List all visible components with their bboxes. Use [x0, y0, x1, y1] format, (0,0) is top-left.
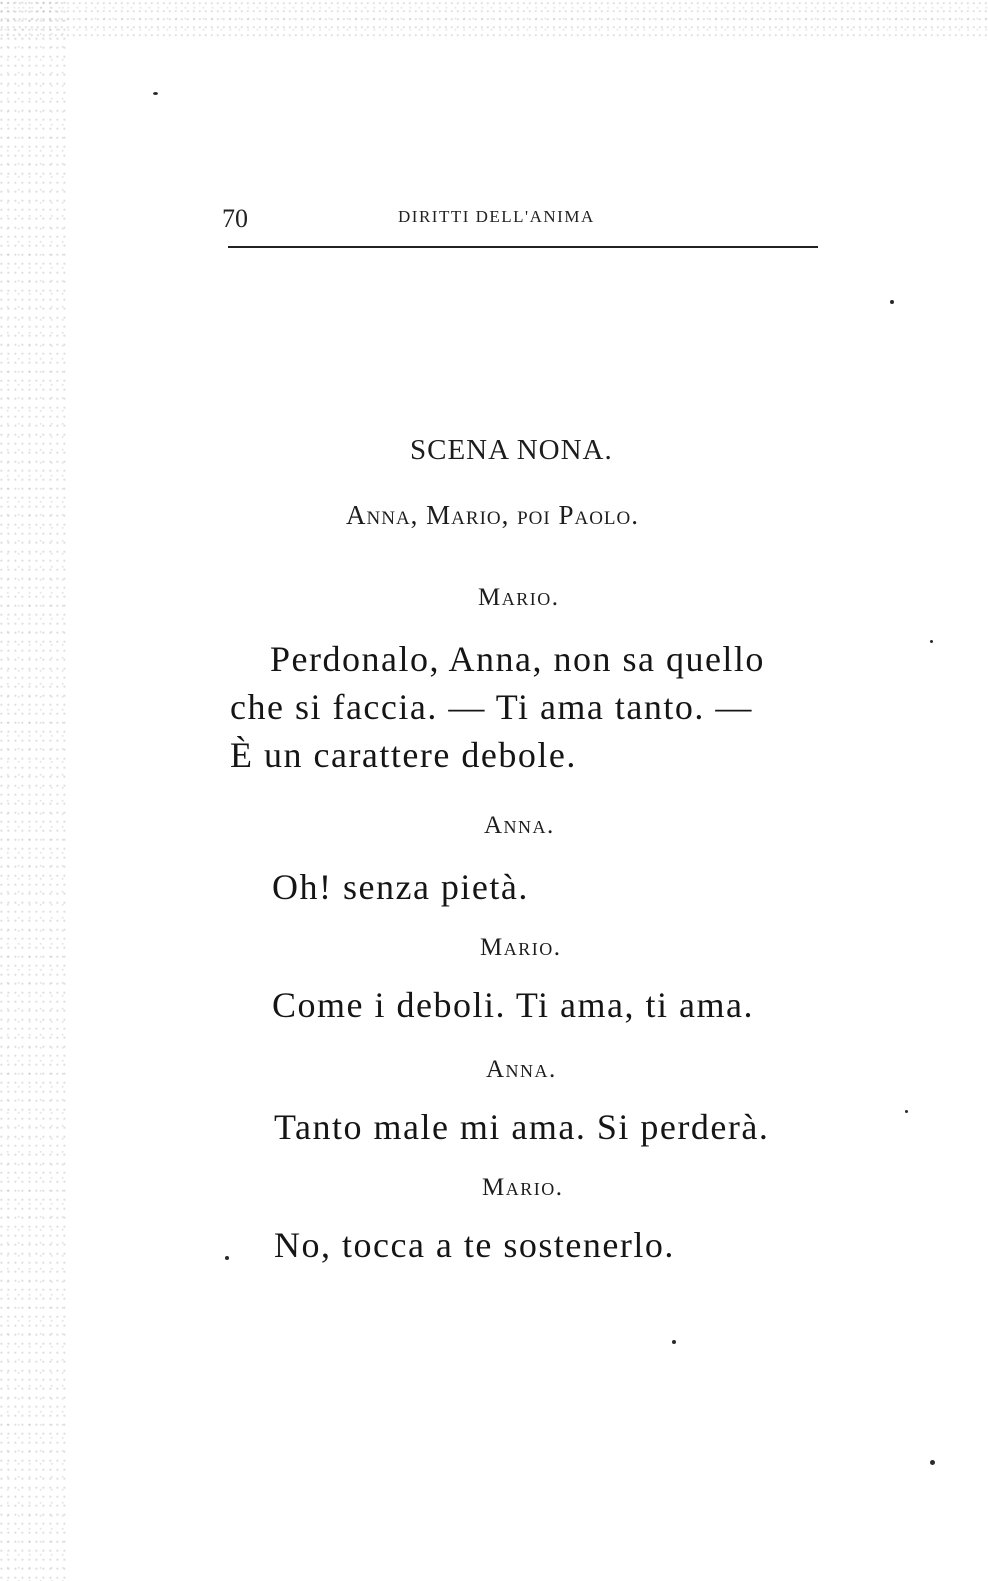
header-rule: [228, 246, 818, 248]
speck: [930, 1460, 935, 1465]
speck: [672, 1340, 676, 1344]
dialogue-line: Oh! senza pietà.: [272, 867, 529, 907]
speck: [890, 300, 894, 304]
speck: [930, 640, 933, 643]
dialogue-line: Perdonalo, Anna, non sa quello: [270, 639, 765, 679]
page-number: 70: [222, 204, 248, 233]
speck: [153, 92, 158, 95]
speaker-label: Mario.: [478, 584, 560, 611]
scene-title: SCENA NONA.: [410, 434, 613, 466]
speaker-label: Anna.: [484, 812, 555, 839]
running-head: DIRITTI DELL'ANIMA: [398, 207, 595, 226]
speaker-label: Mario.: [482, 1174, 564, 1201]
dialogue-line: Come i deboli. Ti ama, ti ama.: [272, 985, 754, 1025]
scene-characters: Anna, Mario, poi Paolo.: [346, 500, 640, 530]
speaker-label: Mario.: [480, 934, 562, 961]
speck: [225, 1256, 229, 1260]
page-edge-scan-noise: [0, 0, 70, 1581]
dialogue-line: Tanto male mi ama. Si perderà.: [274, 1107, 770, 1147]
dialogue-line: No, tocca a te sostenerlo.: [274, 1225, 675, 1265]
speck: [905, 1110, 908, 1113]
page-top-scan-noise: [0, 0, 988, 40]
dialogue-line: È un carattere debole.: [230, 735, 577, 775]
speaker-label: Anna.: [486, 1056, 557, 1083]
dialogue-line: che si faccia. — Ti ama tanto. —: [230, 687, 753, 727]
